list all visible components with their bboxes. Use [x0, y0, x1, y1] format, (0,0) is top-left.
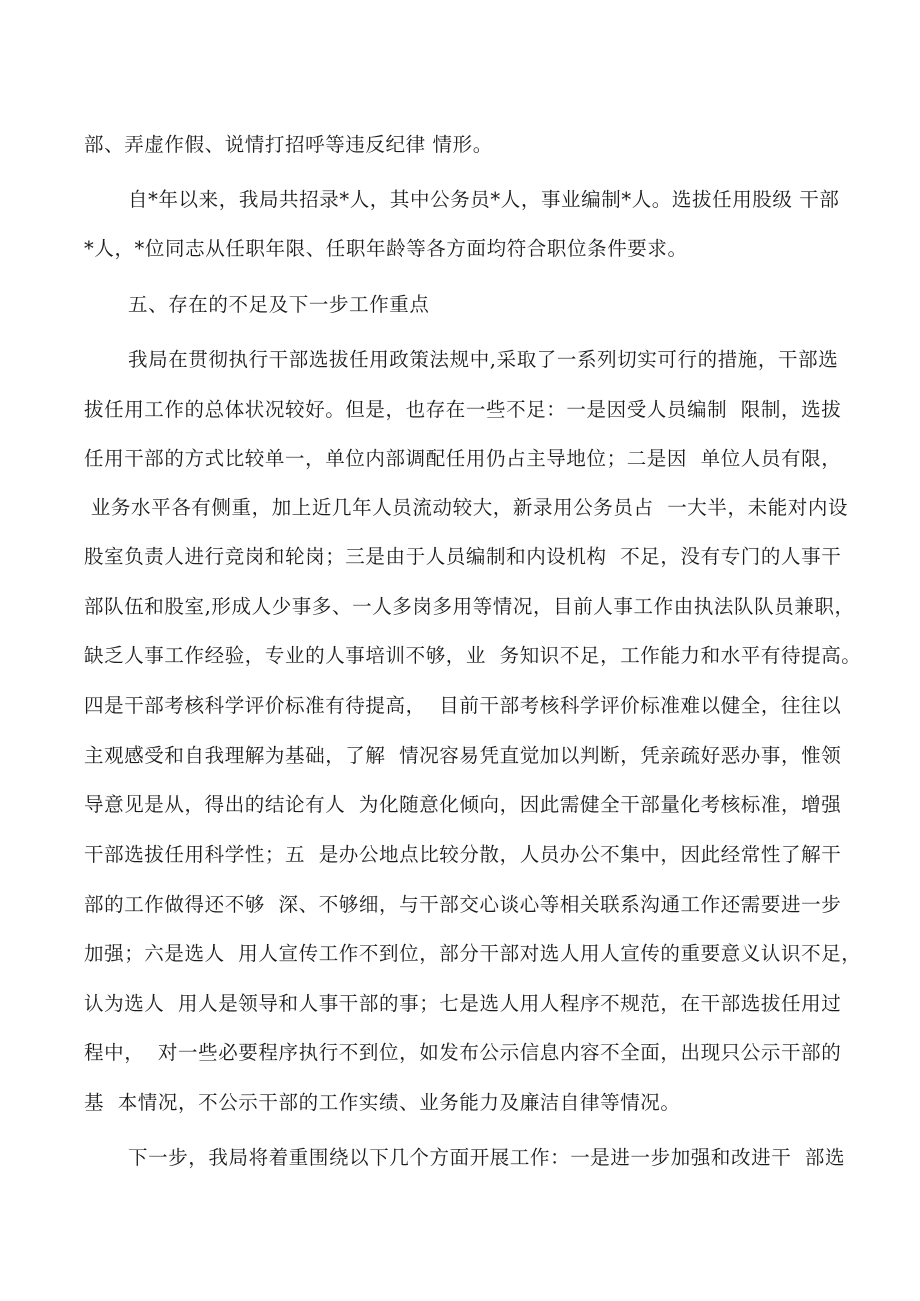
paragraph-line: 拔任用工作的总体状况较好。但是，也存在一些不足：一是因受人员编制 限制，选拔 — [84, 398, 842, 421]
paragraph-line: 下一步，我局将着重围绕以下几个方面开展工作：一是进一步加强和改进干 部选 — [128, 1146, 846, 1169]
paragraph-line: 程中， 对一些必要程序执行不到位，如发布公示信息内容不全面，出现只公示干部的 — [84, 1041, 842, 1064]
section-heading: 五、存在的不足及下一步工作重点 — [128, 293, 430, 316]
paragraph-line: 主观感受和自我理解为基础，了解 情况容易凭直觉加以判断，凭亲疏好恶办事，惟领 — [84, 744, 842, 767]
paragraph-line: 加强；六是选人 用人宣传工作不到位，部分干部对选人用人宣传的重要意义认识不足， — [84, 942, 862, 965]
paragraph-line: 认为选人 用人是领导和人事干部的事；七是选人用人程序不规范，在干部选拔任用过 — [84, 992, 842, 1015]
paragraph-line: 四是干部考核科学评价标准有待提高， 目前干部考核科学评价标准难以健全，往往以 — [84, 694, 842, 717]
paragraph-line: 自*年以来，我局共招录*人，其中公务员*人，事业编制*人。选拔任用股级 干部 — [128, 188, 840, 211]
paragraph-line: 业务水平各有侧重，加上近几年人员流动较大，新录用公务员占 一大半，未能对内设 — [84, 496, 849, 519]
paragraph-line: 部的工作做得还不够 深、不够细，与干部交心谈心等相关联系沟通工作还需要进一步 — [84, 893, 842, 916]
paragraph-line: 部、弄虚作假、说情打招呼等违反纪律 情形。 — [84, 133, 493, 156]
paragraph-line: 缺乏人事工作经验，专业的人事培训不够，业 务知识不足，工作能力和水平有待提高。 — [84, 644, 862, 667]
paragraph-line: 干部选拔任用科学性；五 是办公地点比较分散，人员办公不集中，因此经常性了解干 — [84, 843, 842, 866]
paragraph-line: 股室负责人进行竞岗和轮岗；三是由于人员编制和内设机构 不足，没有专门的人事干 — [84, 545, 842, 568]
paragraph-line: 导意见是从，得出的结论有人 为化随意化倾向，因此需健全干部量化考核标准，增强 — [84, 793, 842, 816]
paragraph-line: *人，*位同志从任职年限、任职年龄等各方面均符合职位条件要求。 — [84, 237, 688, 260]
paragraph-line: 部队伍和股室,形成人少事多、一人多岗多用等情况，目前人事工作由执法队队员兼职， — [84, 595, 855, 618]
paragraph-line: 任用干部的方式比较单一，单位内部调配任用仍占主导地位；二是因 单位人员有限， — [84, 447, 842, 470]
paragraph-line: 我局在贯彻执行干部选拔任用政策法规中,采取了一系列切实可行的措施，干部选 — [128, 348, 839, 371]
paragraph-line: 基 本情况，不公示干部的工作实绩、业务能力及廉洁自律等情况。 — [84, 1091, 681, 1114]
